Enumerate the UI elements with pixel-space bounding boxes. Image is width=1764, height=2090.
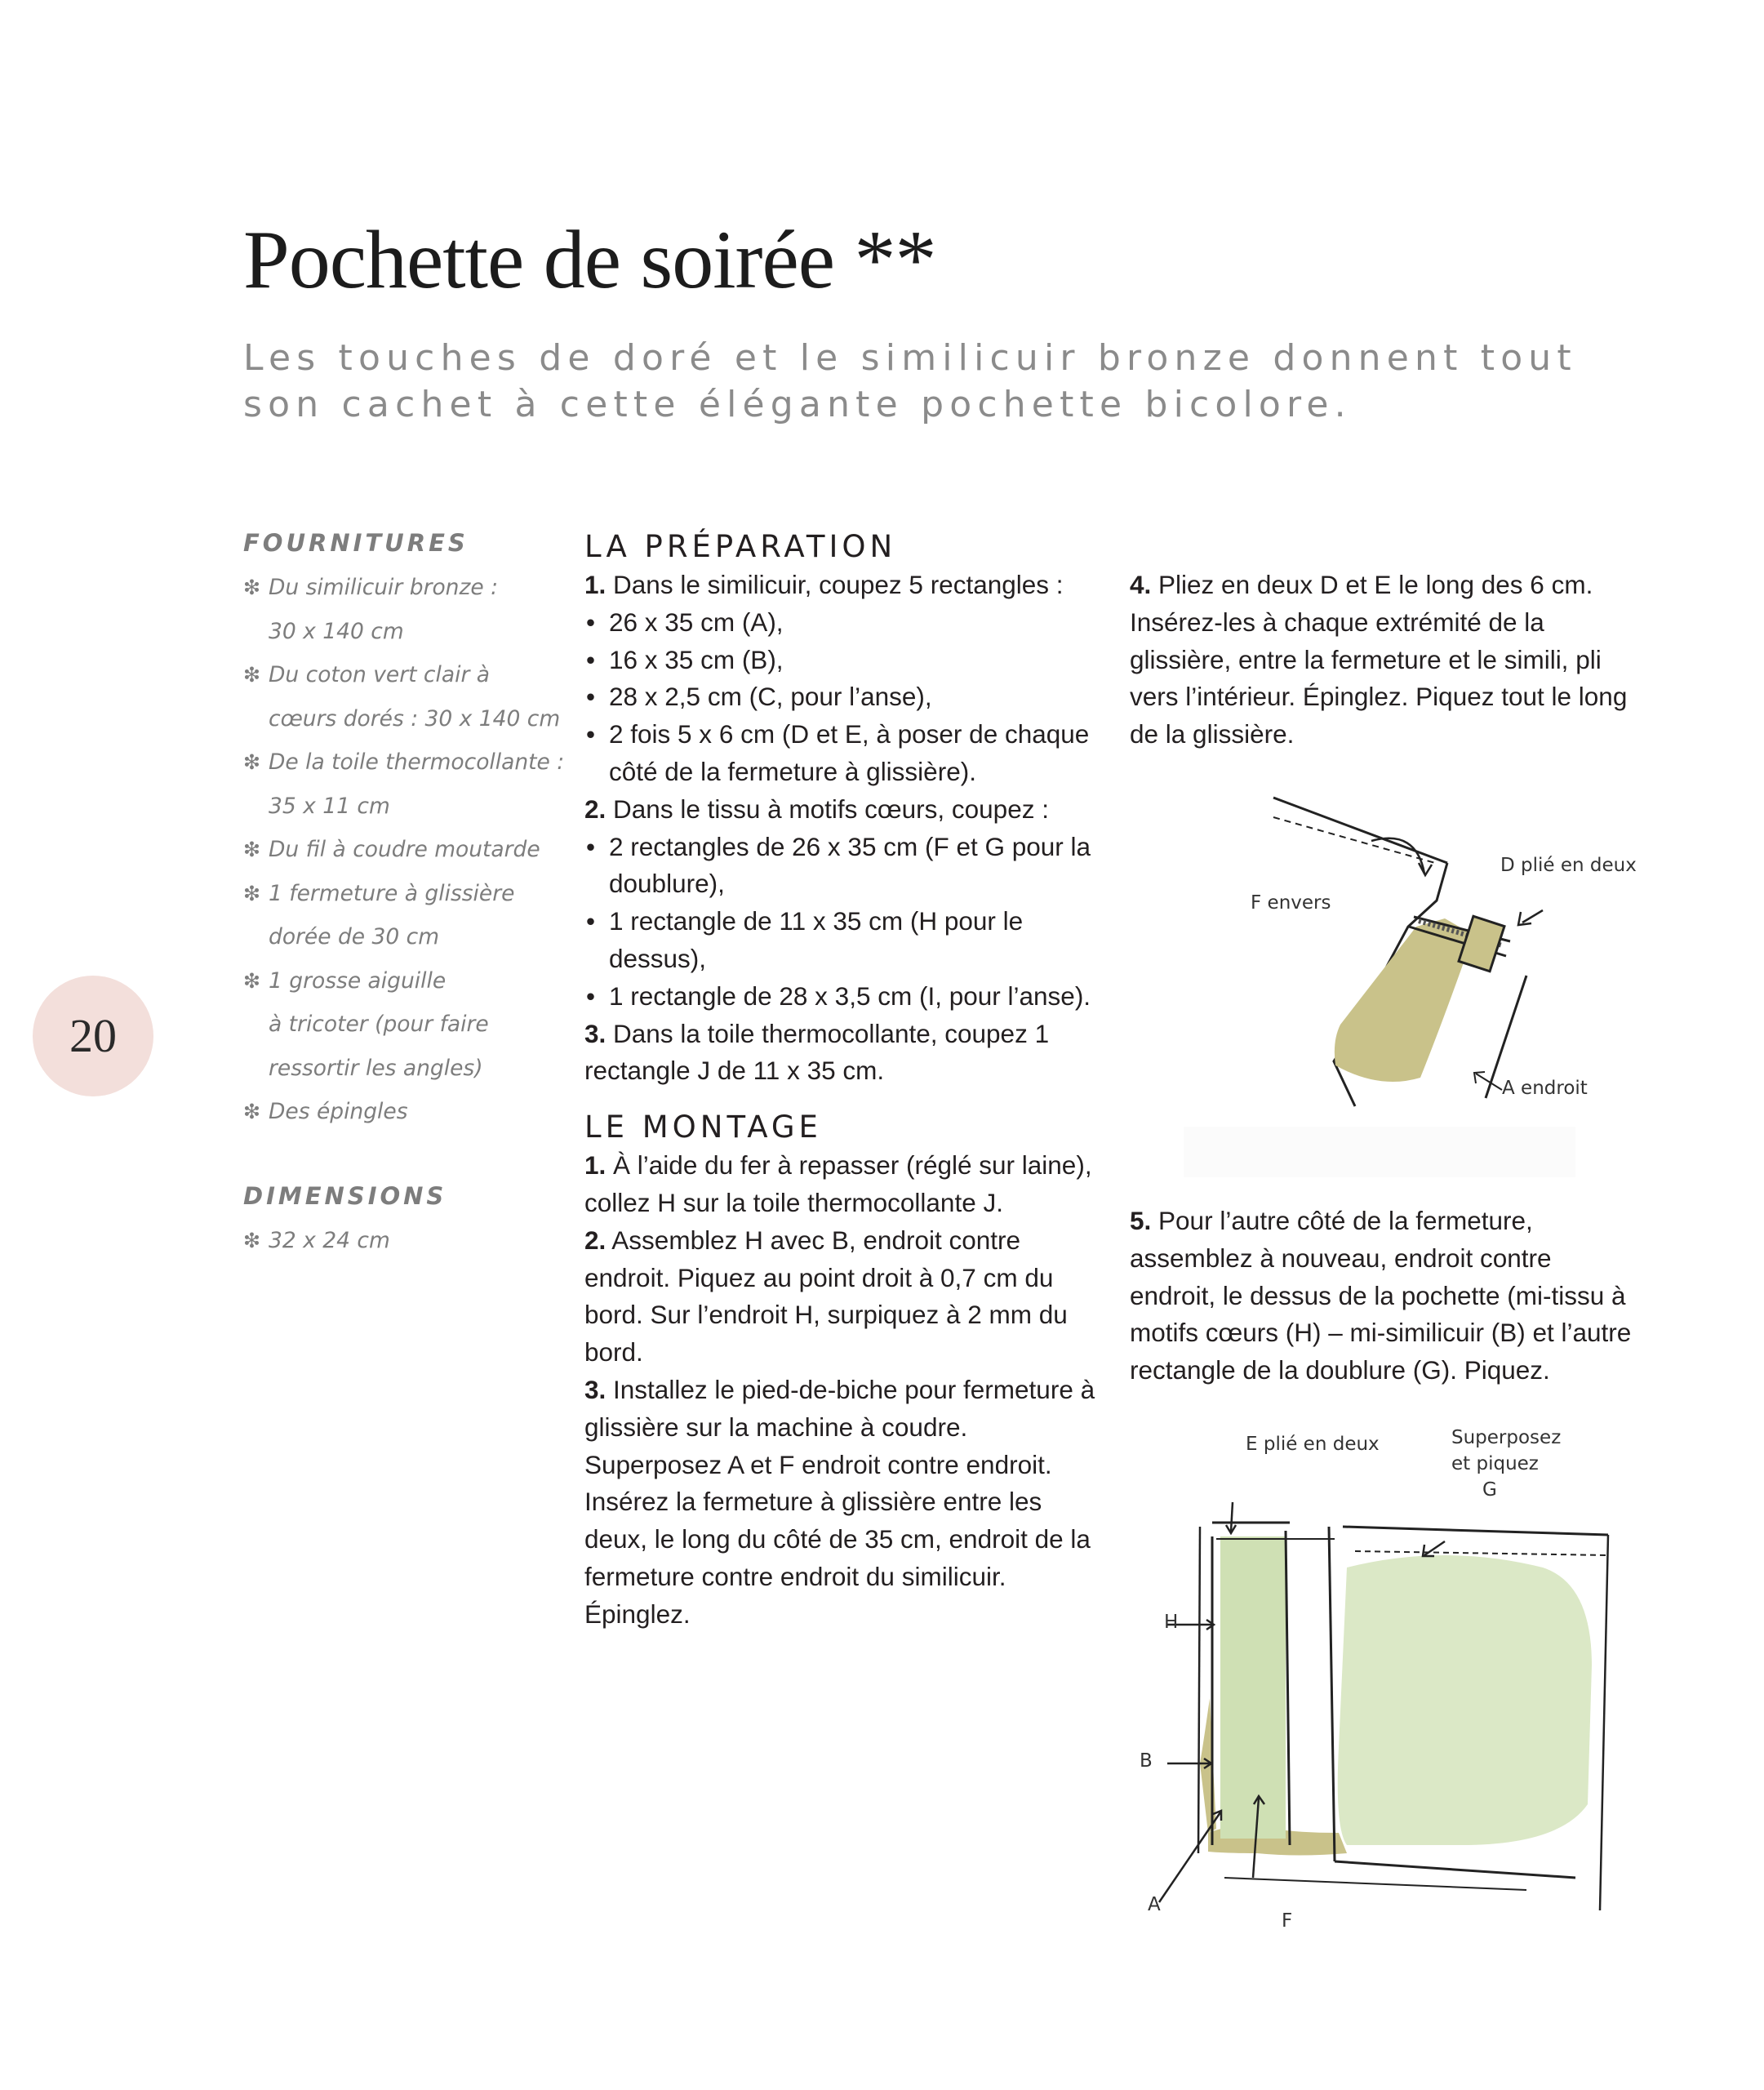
prep-bullet: • 2 fois 5 x 6 cm (D et E, à poser de chaque côté de la fermeture à glissière). (584, 716, 1097, 791)
prep-bullet: • 1 rectangle de 28 x 3,5 cm (I, pour l’anse). (584, 978, 1097, 1016)
supply-item-continued: dorée de 30 cm (269, 924, 440, 949)
assembly-step-1: 1. À l’aide du fer à repasser (réglé sur laine), collez H sur la toile thermocollante J. (584, 1150, 1092, 1217)
prep-bullet: • 16 x 35 cm (B), (584, 642, 1097, 679)
prep-bullet: • 2 rectangles de 26 x 35 cm (F et G pour la doublure), (584, 829, 1097, 904)
page-title: Pochette de soirée ** (243, 214, 936, 306)
assembly-illustration (1135, 1421, 1641, 1943)
supply-item: ❇ De la toile thermocollante : (243, 740, 570, 785)
dimensions-value: ❇ 32 x 24 cm (243, 1219, 570, 1263)
diagram1-label-f-back: F envers (1251, 892, 1331, 914)
flower-bullet-icon: ❇ (243, 881, 260, 905)
diagram1-label-a-front: A endroit (1502, 1078, 1588, 1099)
prep-step-2: 2. Dans le tissu à motifs cœurs, coupez : (584, 794, 1049, 824)
assembly-step-2: 2. Assemblez H avec B, endroit contre endroit. Piquez au point droit à 0,7 cm du bord. Sur l’endroit H, surpiquez à 2 mm du bord. (584, 1225, 1068, 1367)
zipper-diagram-2 (1135, 1421, 1641, 1943)
supply-item-continued: ressortir les angles) (269, 1055, 483, 1081)
supplies-column (243, 527, 570, 1262)
prep-bullet: • 1 rectangle de 11 x 35 cm (H pour le dessus), (584, 903, 1097, 978)
assembly-heading: LE MONTAGE (584, 1109, 822, 1145)
page-number: 20 (69, 1009, 117, 1062)
supply-item: ❇ 1 grosse aiguille (243, 959, 570, 1003)
supply-item-continued: 30 x 140 cm (269, 618, 404, 644)
flower-bullet-icon: ❇ (243, 1228, 260, 1252)
supply-item-continued: 35 x 11 cm (269, 793, 390, 819)
preparation-heading: LA PRÉPARATION (584, 529, 897, 564)
diagram2-label-overlay: Superposez (1451, 1427, 1562, 1448)
assembly-step-3: 3. Installez le pied-de-biche pour fermeture à glissière sur la machine à coudre. Superposez A et F endroit contre endroit. Insérez la fermeture à glissière entre les deux, le long du côté de 35 cm, endroit de la fermeture contre endroit du similicuir. Épinglez. (584, 1374, 1095, 1629)
diagram2-label-e-fold: E plié en deux (1246, 1434, 1380, 1455)
prep-step-1: 1. Dans le similicuir, coupez 5 rectangles : (584, 570, 1064, 599)
supplies-list (243, 566, 570, 1134)
prep-step-3: 3. Dans la toile thermocollante, coupez 1 rectangle J de 11 x 35 cm. (584, 1018, 1050, 1086)
flower-bullet-icon: ❇ (243, 576, 260, 599)
diagram2-label-a: A (1148, 1894, 1161, 1915)
supply-item: ❇ Du similicuir bronze : (243, 566, 570, 610)
diagram2-label-h: H (1164, 1612, 1179, 1633)
subtitle-line: Les touches de doré et le similicuir bronze donnent tout (243, 337, 1577, 379)
instructions-column (584, 527, 1097, 1634)
faint-band (1184, 1127, 1575, 1177)
supply-item: ❇ 1 fermeture à glissière (243, 872, 570, 916)
supply-item: ❇ Des épingles (243, 1090, 570, 1134)
diagram2-label-overlay: et piquez (1451, 1453, 1539, 1474)
prep-bullet: • 28 x 2,5 cm (C, pour l’anse), (584, 678, 1097, 716)
dimensions-list (243, 1219, 570, 1263)
dimensions-heading: DIMENSIONS (243, 1181, 447, 1210)
supplies-heading: FOURNITURES (243, 529, 469, 557)
diagram2-label-f: F (1282, 1910, 1293, 1932)
subtitle (243, 335, 1577, 428)
flower-bullet-icon: ❇ (243, 968, 260, 993)
flower-bullet-icon: ❇ (243, 1100, 260, 1123)
flower-bullet-icon: ❇ (243, 838, 260, 861)
zipper-illustration (1257, 796, 1665, 1123)
supply-item: ❇ Du coton vert clair à (243, 653, 570, 697)
subtitle-line: son cachet à cette élégante pochette bicolore. (243, 384, 1352, 425)
supply-item-continued: cœurs dorés : 30 x 140 cm (269, 705, 561, 732)
diagram2-label-b: B (1140, 1750, 1153, 1772)
supply-item: ❇ Du fil à coudre moutarde (243, 828, 570, 872)
diagram1-label-d-fold: D plié en deux (1500, 855, 1637, 876)
prep-bullet: • 26 x 35 cm (A), (584, 604, 1097, 642)
assembly-step-4: 4. Pliez en deux D et E le long des 6 cm. Insérez-les à chaque extrémité de la glissière, entre la fermeture et le simili, pli vers l’intérieur. Épinglez. Piquez tout le long de la glissière. (1130, 570, 1628, 749)
supply-item-continued: à tricoter (pour faire (269, 1012, 489, 1037)
flower-bullet-icon: ❇ (243, 663, 260, 687)
diagram2-label-g: G (1482, 1479, 1497, 1501)
flower-bullet-icon: ❇ (243, 750, 260, 774)
zipper-diagram-1 (1251, 796, 1665, 1123)
instructions-column-right-lower (1130, 1203, 1644, 1390)
assembly-step-5: 5. Pour l’autre côté de la fermeture, assemblez à nouveau, endroit contre endroit, le dessus de la pochette (mi-tissu à motifs cœurs (H) – mi-similicuir (B) et l’autre rectangle de la doublure (G). Piquez. (1130, 1206, 1632, 1385)
instructions-column-right (1130, 567, 1644, 754)
